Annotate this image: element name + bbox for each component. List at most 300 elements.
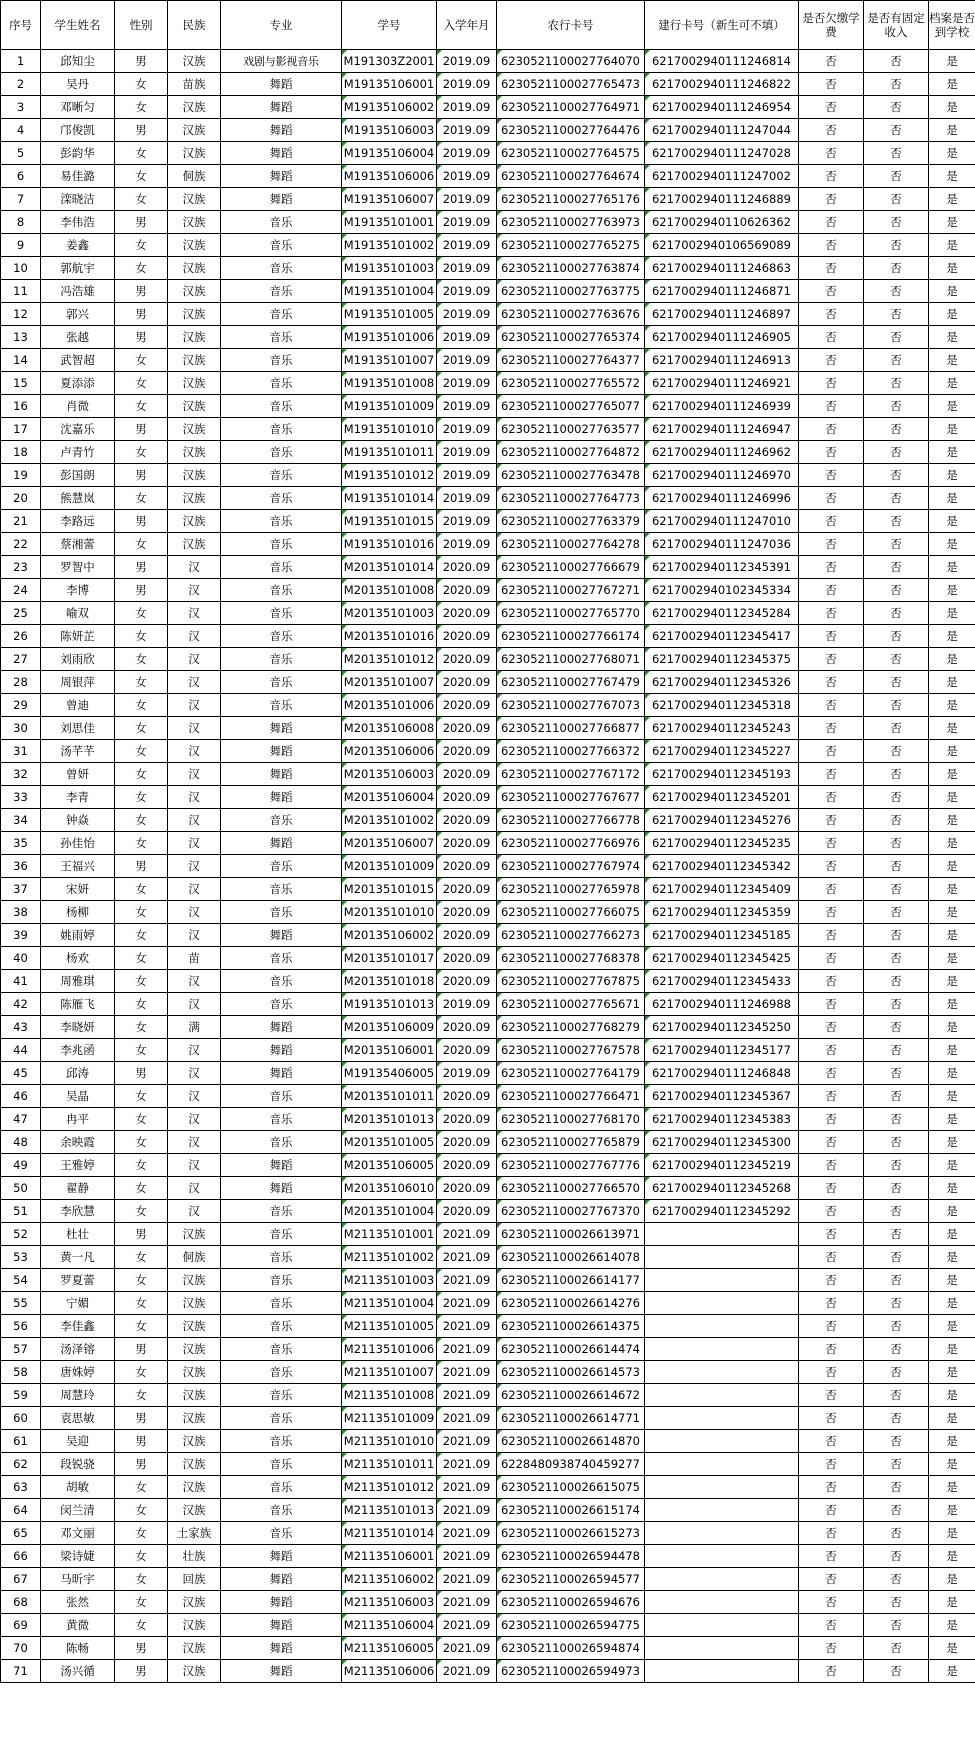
fixed-income-cell: 否 (864, 1637, 929, 1660)
major-cell: 音乐 (221, 1131, 342, 1154)
enrollment-date-cell: 2019.09 (437, 993, 497, 1016)
table-row (1, 1108, 975, 1131)
tuition-owed-cell: 否 (799, 372, 864, 395)
ethnicity-cell: 汉 (168, 970, 221, 993)
gender-cell: 男 (115, 1453, 168, 1476)
tuition-owed-cell: 否 (799, 73, 864, 96)
archive-at-school-cell: 是 (929, 1154, 975, 1177)
abc-card-number-cell: 6230521100026594973 (497, 1660, 645, 1683)
ethnicity-cell: 汉 (168, 717, 221, 740)
table-row (1, 832, 975, 855)
gender-cell: 男 (115, 1660, 168, 1683)
archive-at-school-cell: 是 (929, 257, 975, 280)
gender-cell: 女 (115, 533, 168, 556)
major-cell: 音乐 (221, 1108, 342, 1131)
abc-card-number-cell: 6230521100027767073 (497, 694, 645, 717)
ccb-card-number-cell: 6217002940112345367 (645, 1085, 799, 1108)
student-id-cell: M20135101005 (342, 1131, 437, 1154)
archive-at-school-cell: 是 (929, 1269, 975, 1292)
student-name-cell: 王雅婷 (41, 1154, 115, 1177)
fixed-income-cell: 否 (864, 993, 929, 1016)
table-row (1, 602, 975, 625)
student-id-cell: M19135101006 (342, 326, 437, 349)
fixed-income-cell: 否 (864, 855, 929, 878)
ccb-card-number-cell: 6217002940102345334 (645, 579, 799, 602)
archive-at-school-cell: 是 (929, 1292, 975, 1315)
fixed-income-cell: 否 (864, 901, 929, 924)
student-name-cell: 周慧玲 (41, 1384, 115, 1407)
tuition-owed-cell: 否 (799, 1637, 864, 1660)
ccb-card-number-cell (645, 1223, 799, 1246)
fixed-income-cell: 否 (864, 832, 929, 855)
row-index-cell: 39 (1, 924, 41, 947)
enrollment-date-cell: 2019.09 (437, 349, 497, 372)
gender-cell: 女 (115, 1269, 168, 1292)
fixed-income-cell: 否 (864, 1614, 929, 1637)
gender-cell: 女 (115, 1039, 168, 1062)
row-index-cell: 71 (1, 1660, 41, 1683)
student-name-cell: 刘思佳 (41, 717, 115, 740)
major-cell: 音乐 (221, 625, 342, 648)
col-ethnicity-header: 民族 (168, 1, 221, 50)
abc-card-number-cell: 6230521100026614276 (497, 1292, 645, 1315)
table-row (1, 1062, 975, 1085)
ethnicity-cell: 汉族 (168, 142, 221, 165)
gender-cell: 女 (115, 878, 168, 901)
ccb-card-number-cell: 6217002940112345391 (645, 556, 799, 579)
fixed-income-cell: 否 (864, 510, 929, 533)
enrollment-date-cell: 2019.09 (437, 1062, 497, 1085)
student-id-cell: M20135106007 (342, 832, 437, 855)
row-index-cell: 35 (1, 832, 41, 855)
gender-cell: 女 (115, 1499, 168, 1522)
student-id-cell: M20135106003 (342, 763, 437, 786)
table-row (1, 211, 975, 234)
ccb-card-number-cell: 6217002940111247028 (645, 142, 799, 165)
student-name-cell: 张越 (41, 326, 115, 349)
tuition-owed-cell: 否 (799, 1568, 864, 1591)
fixed-income-cell: 否 (864, 809, 929, 832)
abc-card-number-cell: 6230521100027767172 (497, 763, 645, 786)
abc-card-number-cell: 6230521100027763478 (497, 464, 645, 487)
major-cell: 音乐 (221, 602, 342, 625)
fixed-income-cell: 否 (864, 924, 929, 947)
student-name-cell: 杨欢 (41, 947, 115, 970)
col-gender-header: 性别 (115, 1, 168, 50)
student-name-cell: 邱知尘 (41, 50, 115, 73)
fixed-income-cell: 否 (864, 1177, 929, 1200)
abc-card-number-cell: 6230521100026614573 (497, 1361, 645, 1384)
row-index-cell: 21 (1, 510, 41, 533)
tuition-owed-cell: 否 (799, 418, 864, 441)
major-cell: 舞蹈 (221, 1568, 342, 1591)
archive-at-school-cell: 是 (929, 303, 975, 326)
fixed-income-cell: 否 (864, 1407, 929, 1430)
gender-cell: 女 (115, 740, 168, 763)
ethnicity-cell: 汉 (168, 1131, 221, 1154)
row-index-cell: 7 (1, 188, 41, 211)
gender-cell: 女 (115, 763, 168, 786)
student-id-cell: M21135101005 (342, 1315, 437, 1338)
student-name-cell: 翟静 (41, 1177, 115, 1200)
ccb-card-number-cell (645, 1522, 799, 1545)
major-cell: 舞蹈 (221, 832, 342, 855)
ethnicity-cell: 汉 (168, 671, 221, 694)
tuition-owed-cell: 否 (799, 694, 864, 717)
tuition-owed-cell: 否 (799, 878, 864, 901)
archive-at-school-cell: 是 (929, 970, 975, 993)
enrollment-date-cell: 2021.09 (437, 1430, 497, 1453)
ccb-card-number-cell: 6217002940112345243 (645, 717, 799, 740)
table-row (1, 50, 975, 73)
student-id-cell: M21135101010 (342, 1430, 437, 1453)
student-id-cell: M20135106001 (342, 1039, 437, 1062)
student-id-cell: M20135101008 (342, 579, 437, 602)
tuition-owed-cell: 否 (799, 96, 864, 119)
table-row (1, 901, 975, 924)
enrollment-date-cell: 2019.09 (437, 73, 497, 96)
ccb-card-number-cell: 6217002940112345425 (645, 947, 799, 970)
row-index-cell: 32 (1, 763, 41, 786)
student-name-cell: 钟焱 (41, 809, 115, 832)
fixed-income-cell: 否 (864, 1039, 929, 1062)
fixed-income-cell: 否 (864, 878, 929, 901)
ccb-card-number-cell (645, 1614, 799, 1637)
enrollment-date-cell: 2021.09 (437, 1637, 497, 1660)
tuition-owed-cell: 否 (799, 970, 864, 993)
ethnicity-cell: 汉族 (168, 326, 221, 349)
archive-at-school-cell: 是 (929, 188, 975, 211)
table-row (1, 1269, 975, 1292)
major-cell: 音乐 (221, 1407, 342, 1430)
abc-card-number-cell: 6230521100027768378 (497, 947, 645, 970)
ethnicity-cell: 汉族 (168, 418, 221, 441)
table-row (1, 1361, 975, 1384)
major-cell: 音乐 (221, 579, 342, 602)
gender-cell: 男 (115, 280, 168, 303)
table-row (1, 510, 975, 533)
abc-card-number-cell: 6230521100027763577 (497, 418, 645, 441)
major-cell: 音乐 (221, 211, 342, 234)
table-row (1, 165, 975, 188)
enrollment-date-cell: 2021.09 (437, 1292, 497, 1315)
enrollment-date-cell: 2019.09 (437, 211, 497, 234)
row-index-cell: 4 (1, 119, 41, 142)
student-name-cell: 邓文丽 (41, 1522, 115, 1545)
tuition-owed-cell: 否 (799, 1246, 864, 1269)
tuition-owed-cell: 否 (799, 303, 864, 326)
major-cell: 音乐 (221, 372, 342, 395)
fixed-income-cell: 否 (864, 1108, 929, 1131)
ccb-card-number-cell: 6217002940112345235 (645, 832, 799, 855)
gender-cell: 男 (115, 418, 168, 441)
abc-card-number-cell: 6230521100027764070 (497, 50, 645, 73)
table-body (1, 50, 975, 1683)
student-name-cell: 李佳鑫 (41, 1315, 115, 1338)
ccb-card-number-cell: 6217002940112345276 (645, 809, 799, 832)
archive-at-school-cell: 是 (929, 579, 975, 602)
ethnicity-cell: 汉族 (168, 280, 221, 303)
enrollment-date-cell: 2020.09 (437, 786, 497, 809)
tuition-owed-cell: 否 (799, 1154, 864, 1177)
major-cell: 音乐 (221, 303, 342, 326)
student-name-cell: 杨柳 (41, 901, 115, 924)
row-index-cell: 38 (1, 901, 41, 924)
student-id-cell: M19135101003 (342, 257, 437, 280)
abc-card-number-cell: 6230521100027768279 (497, 1016, 645, 1039)
ccb-card-number-cell (645, 1430, 799, 1453)
student-id-cell: M21135101004 (342, 1292, 437, 1315)
tuition-owed-cell: 否 (799, 924, 864, 947)
major-cell: 音乐 (221, 855, 342, 878)
row-index-cell: 62 (1, 1453, 41, 1476)
student-id-cell: M20135101016 (342, 625, 437, 648)
archive-at-school-cell: 是 (929, 602, 975, 625)
row-index-cell: 47 (1, 1108, 41, 1131)
enrollment-date-cell: 2021.09 (437, 1246, 497, 1269)
ethnicity-cell: 汉 (168, 763, 221, 786)
abc-card-number-cell: 6230521100026614771 (497, 1407, 645, 1430)
row-index-cell: 19 (1, 464, 41, 487)
student-id-cell: M19135101010 (342, 418, 437, 441)
fixed-income-cell: 否 (864, 1131, 929, 1154)
abc-card-number-cell: 6230521100027765077 (497, 395, 645, 418)
abc-card-number-cell: 6230521100027764575 (497, 142, 645, 165)
abc-card-number-cell: 6230521100027767479 (497, 671, 645, 694)
fixed-income-cell: 否 (864, 533, 929, 556)
ethnicity-cell: 汉族 (168, 1430, 221, 1453)
student-id-cell: M19135106004 (342, 142, 437, 165)
fixed-income-cell: 否 (864, 1016, 929, 1039)
fixed-income-cell: 否 (864, 1338, 929, 1361)
col-major-header: 专业 (221, 1, 342, 50)
fixed-income-cell: 否 (864, 326, 929, 349)
enrollment-date-cell: 2019.09 (437, 395, 497, 418)
table-row (1, 763, 975, 786)
student-id-cell: M19135101001 (342, 211, 437, 234)
student-id-cell: M21135106004 (342, 1614, 437, 1637)
tuition-owed-cell: 否 (799, 809, 864, 832)
gender-cell: 男 (115, 211, 168, 234)
tuition-owed-cell: 否 (799, 487, 864, 510)
tuition-owed-cell: 否 (799, 556, 864, 579)
table-row (1, 1131, 975, 1154)
fixed-income-cell: 否 (864, 1545, 929, 1568)
ccb-card-number-cell: 6217002940112345219 (645, 1154, 799, 1177)
student-id-cell: M19135101015 (342, 510, 437, 533)
archive-at-school-cell: 是 (929, 1430, 975, 1453)
student-name-cell: 熊慧岚 (41, 487, 115, 510)
gender-cell: 女 (115, 809, 168, 832)
student-name-cell: 李晓妍 (41, 1016, 115, 1039)
ccb-card-number-cell (645, 1338, 799, 1361)
gender-cell: 男 (115, 119, 168, 142)
ethnicity-cell: 汉族 (168, 96, 221, 119)
enrollment-date-cell: 2019.09 (437, 441, 497, 464)
tuition-owed-cell: 否 (799, 740, 864, 763)
gender-cell: 女 (115, 1292, 168, 1315)
ccb-card-number-cell (645, 1453, 799, 1476)
archive-at-school-cell: 是 (929, 717, 975, 740)
student-name-cell: 梁诗婕 (41, 1545, 115, 1568)
table-row (1, 1246, 975, 1269)
ccb-card-number-cell: 6217002940112345284 (645, 602, 799, 625)
ethnicity-cell: 汉 (168, 625, 221, 648)
major-cell: 音乐 (221, 280, 342, 303)
row-index-cell: 61 (1, 1430, 41, 1453)
tuition-owed-cell: 否 (799, 142, 864, 165)
student-name-cell: 卢青竹 (41, 441, 115, 464)
ccb-card-number-cell: 6217002940111246913 (645, 349, 799, 372)
fixed-income-cell: 否 (864, 671, 929, 694)
major-cell: 音乐 (221, 1476, 342, 1499)
student-name-cell: 姜鑫 (41, 234, 115, 257)
ccb-card-number-cell: 6217002940112345409 (645, 878, 799, 901)
table-row (1, 326, 975, 349)
fixed-income-cell: 否 (864, 1154, 929, 1177)
col-ccb-card-header: 建行卡号（新生可不填） (645, 1, 799, 50)
abc-card-number-cell: 6230521100027763775 (497, 280, 645, 303)
student-name-cell: 彭国朗 (41, 464, 115, 487)
row-index-cell: 46 (1, 1085, 41, 1108)
fixed-income-cell: 否 (864, 1499, 929, 1522)
tuition-owed-cell: 否 (799, 1430, 864, 1453)
ccb-card-number-cell: 6217002940111246848 (645, 1062, 799, 1085)
fixed-income-cell: 否 (864, 372, 929, 395)
tuition-owed-cell: 否 (799, 717, 864, 740)
gender-cell: 男 (115, 1062, 168, 1085)
ethnicity-cell: 汉族 (168, 395, 221, 418)
ethnicity-cell: 汉 (168, 832, 221, 855)
major-cell: 音乐 (221, 510, 342, 533)
major-cell: 音乐 (221, 395, 342, 418)
student-id-cell: M20135106008 (342, 717, 437, 740)
ccb-card-number-cell: 6217002940112345342 (645, 855, 799, 878)
ccb-card-number-cell: 6217002940112345433 (645, 970, 799, 993)
ccb-card-number-cell: 6217002940112345375 (645, 648, 799, 671)
tuition-owed-cell: 否 (799, 464, 864, 487)
ethnicity-cell: 汉 (168, 786, 221, 809)
major-cell: 舞蹈 (221, 1591, 342, 1614)
major-cell: 舞蹈 (221, 1062, 342, 1085)
tuition-owed-cell: 否 (799, 1361, 864, 1384)
table-row (1, 1453, 975, 1476)
fixed-income-cell: 否 (864, 1246, 929, 1269)
gender-cell: 男 (115, 855, 168, 878)
enrollment-date-cell: 2020.09 (437, 970, 497, 993)
major-cell: 音乐 (221, 1246, 342, 1269)
ethnicity-cell: 汉 (168, 1062, 221, 1085)
tuition-owed-cell: 否 (799, 1269, 864, 1292)
row-index-cell: 25 (1, 602, 41, 625)
table-row (1, 418, 975, 441)
row-index-cell: 70 (1, 1637, 41, 1660)
ccb-card-number-cell: 6217002940112345268 (645, 1177, 799, 1200)
archive-at-school-cell: 是 (929, 372, 975, 395)
row-index-cell: 33 (1, 786, 41, 809)
enrollment-date-cell: 2020.09 (437, 671, 497, 694)
ethnicity-cell: 汉族 (168, 1407, 221, 1430)
archive-at-school-cell: 是 (929, 96, 975, 119)
major-cell: 音乐 (221, 1200, 342, 1223)
student-id-cell: M19135101011 (342, 441, 437, 464)
tuition-owed-cell: 否 (799, 165, 864, 188)
tuition-owed-cell: 否 (799, 1315, 864, 1338)
table-row (1, 1591, 975, 1614)
row-index-cell: 64 (1, 1499, 41, 1522)
gender-cell: 男 (115, 303, 168, 326)
gender-cell: 男 (115, 579, 168, 602)
tuition-owed-cell: 否 (799, 855, 864, 878)
ccb-card-number-cell: 6217002940111246921 (645, 372, 799, 395)
archive-at-school-cell: 是 (929, 395, 975, 418)
archive-at-school-cell: 是 (929, 1660, 975, 1683)
archive-at-school-cell: 是 (929, 1131, 975, 1154)
header-row (1, 1, 975, 50)
fixed-income-cell: 否 (864, 602, 929, 625)
major-cell: 音乐 (221, 671, 342, 694)
row-index-cell: 27 (1, 648, 41, 671)
ccb-card-number-cell: 6217002940112345326 (645, 671, 799, 694)
fixed-income-cell: 否 (864, 648, 929, 671)
student-name-cell: 汤兴循 (41, 1660, 115, 1683)
student-id-cell: M21135106003 (342, 1591, 437, 1614)
ethnicity-cell: 汉 (168, 579, 221, 602)
student-name-cell: 汤泽镕 (41, 1338, 115, 1361)
ethnicity-cell: 汉族 (168, 1315, 221, 1338)
ccb-card-number-cell: 6217002940111247002 (645, 165, 799, 188)
table-row (1, 694, 975, 717)
gender-cell: 女 (115, 487, 168, 510)
enrollment-date-cell: 2021.09 (437, 1660, 497, 1683)
table-header (1, 1, 975, 50)
ccb-card-number-cell: 6217002940112345250 (645, 1016, 799, 1039)
ethnicity-cell: 苗族 (168, 73, 221, 96)
enrollment-date-cell: 2020.09 (437, 1177, 497, 1200)
tuition-owed-cell: 否 (799, 1131, 864, 1154)
tuition-owed-cell: 否 (799, 901, 864, 924)
ccb-card-number-cell (645, 1269, 799, 1292)
major-cell: 音乐 (221, 1361, 342, 1384)
gender-cell: 女 (115, 1085, 168, 1108)
fixed-income-cell: 否 (864, 1522, 929, 1545)
student-id-cell: M20135106010 (342, 1177, 437, 1200)
table-row (1, 625, 975, 648)
tuition-owed-cell: 否 (799, 1407, 864, 1430)
fixed-income-cell: 否 (864, 763, 929, 786)
student-id-cell: M19135101013 (342, 993, 437, 1016)
abc-card-number-cell: 6230521100026594874 (497, 1637, 645, 1660)
enrollment-date-cell: 2019.09 (437, 234, 497, 257)
archive-at-school-cell: 是 (929, 487, 975, 510)
row-index-cell: 12 (1, 303, 41, 326)
fixed-income-cell: 否 (864, 1085, 929, 1108)
row-index-cell: 50 (1, 1177, 41, 1200)
row-index-cell: 1 (1, 50, 41, 73)
student-id-cell: M19135101008 (342, 372, 437, 395)
gender-cell: 女 (115, 73, 168, 96)
enrollment-date-cell: 2021.09 (437, 1338, 497, 1361)
gender-cell: 女 (115, 1361, 168, 1384)
student-name-cell: 曾迪 (41, 694, 115, 717)
ethnicity-cell: 汉族 (168, 1361, 221, 1384)
abc-card-number-cell: 6230521100027764377 (497, 349, 645, 372)
tuition-owed-cell: 否 (799, 1292, 864, 1315)
student-id-cell: M19135101004 (342, 280, 437, 303)
ccb-card-number-cell (645, 1361, 799, 1384)
archive-at-school-cell: 是 (929, 1568, 975, 1591)
ccb-card-number-cell: 6217002940111246889 (645, 188, 799, 211)
